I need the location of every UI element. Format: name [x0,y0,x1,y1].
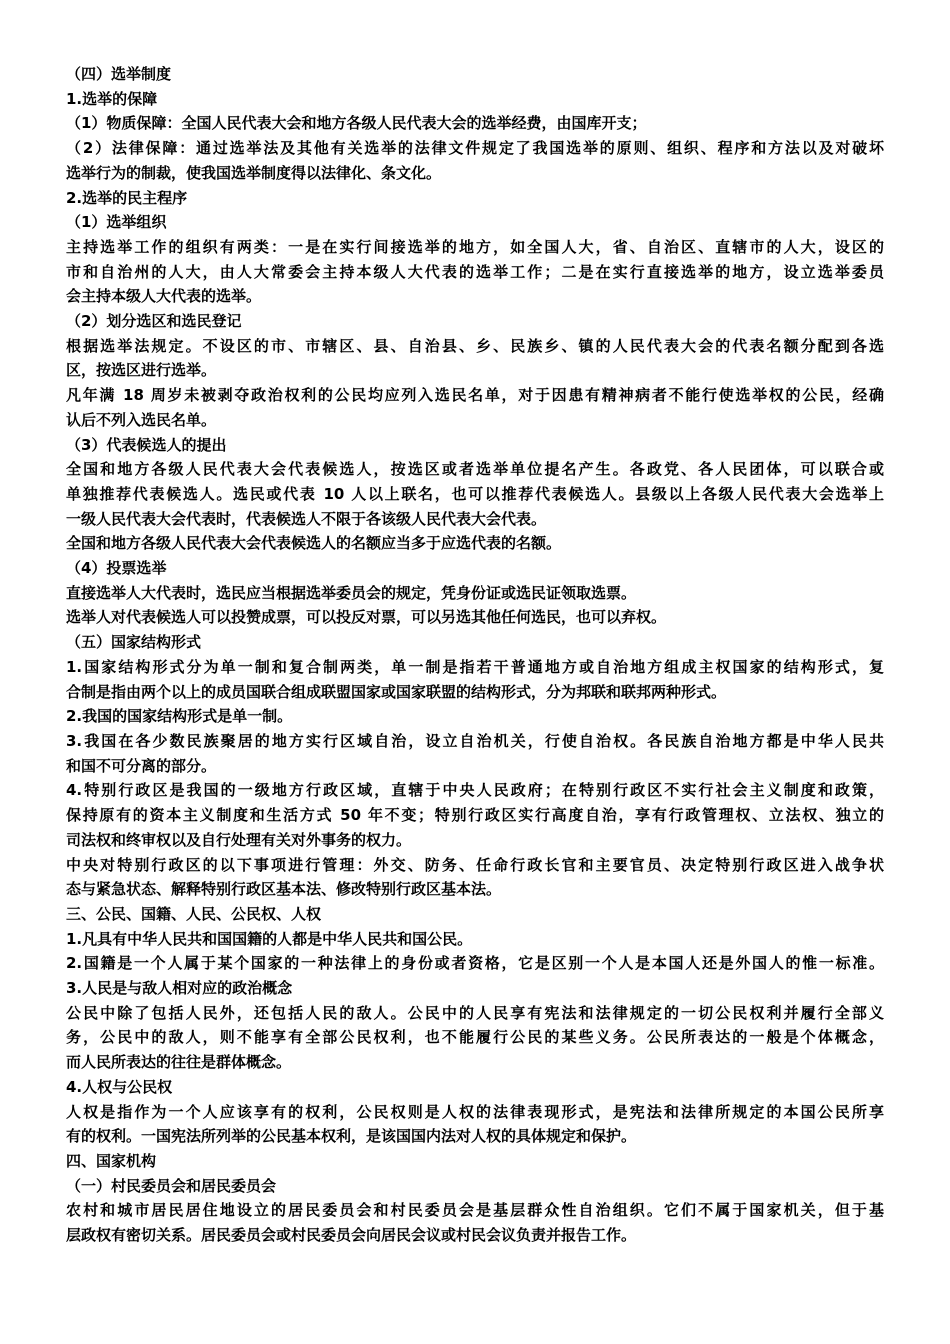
text-line: 人权是指作为一个人应该享有的权利，公民权则是人权的法律表现形式，是宪法和法律所规定的本国公民所享 [66,1102,884,1121]
text-line: 保持原有的资本主义制度和生活方式 50 年不变；特别行政区实行高度自治，享有行政管理权、立法权、独立的 [66,806,884,825]
text-line: （1）选举组织 [66,213,167,232]
text-line: 三、公民、国籍、人民、公民权、人权 [66,904,322,923]
text-line: 有的权利。一国宪法所列举的公民基本权利，是该国国内法对人权的具体规定和保护。 [66,1127,637,1146]
text-line: 直接选举人大代表时，选民应当根据选举委员会的规定，凭身份证或选民证领取选票。 [66,583,637,602]
text-line: 选举行为的制裁，使我国选举制度得以法律化、条文化。 [66,163,442,182]
text-line: 1.国家结构形式分为单一制和复合制两类，单一制是指若干普通地方或自治地方组成主权国家的结构形式，复 [66,657,884,676]
text-line: 根据选举法规定。不设区的市、市辖区、县、自治县、乡、民族乡、镇的人民代表大会的代表名额分配到各选 [66,336,884,355]
text-line: 2.我国的国家结构形式是单一制。 [66,707,293,726]
text-line: 农村和城市居民居住地设立的居民委员会和村民委员会是基层群众性自治组织。它们不属于国家机关，但于基 [66,1201,884,1220]
text-line: 态与紧急状态、解释特别行政区基本法、修改特别行政区基本法。 [66,880,502,899]
text-line: 全国和地方各级人民代表大会代表候选人的名额应当多于应选代表的名额。 [66,534,562,553]
text-line: 单独推荐代表候选人。选民或代表 10 人以上联名，也可以推荐代表候选人。县级以上各级人民代表大会选举上 [66,484,884,503]
text-line: （五）国家结构形式 [66,633,202,652]
text-line: 公民中除了包括人民外，还包括人民的敌人。公民中的人民享有宪法和法律规定的一切公民权利并履行全部义 [66,1003,884,1022]
text-line: 1.选举的保障 [66,89,158,108]
text-line: 中央对特别行政区的以下事项进行管理：外交、防务、任命行政长官和主要官员、决定特别行政区进入战争状 [66,855,884,874]
text-line: 凡年满 18 周岁未被剥夺政治权利的公民均应列入选民名单，对于因患有精神病者不能行使选举权的公民，经确 [66,386,884,405]
text-line: 市和自治州的人大，由人大常委会主持本级人大代表的选举工作；二是在实行直接选举的地方，设立选举委员 [66,262,884,281]
text-line: （1）物质保障：全国人民代表大会和地方各级人民代表大会的选举经费，由国库开支； [66,114,647,133]
text-line: 区，按选区进行选举。 [66,361,217,380]
text-line: 3.我国在各少数民族聚居的地方实行区域自治，设立自治机关，行使自治权。各民族自治地方都是中华人民共 [66,731,884,750]
text-line: 4.特别行政区是我国的一级地方行政区域，直辖于中央人民政府；在特别行政区不实行社会主义制度和政策， [66,781,884,800]
text-line: （2）法律保障：通过选举法及其他有关选举的法律文件规定了我国选举的原则、组织、程序和方法以及对破坏 [66,139,884,158]
text-line: 2.国籍是一个人属于某个国家的一种法律上的身份或者资格，它是区别一个人是本国人还是外国人的惟一标准。 [66,954,884,973]
text-line: 而人民所表达的往往是群体概念。 [66,1053,292,1072]
text-line: 1.凡具有中华人民共和国国籍的人都是中华人民共和国公民。 [66,929,473,948]
text-line: （一）村民委员会和居民委员会 [66,1176,277,1195]
text-line: 全国和地方各级人民代表大会代表候选人，按选区或者选举单位提名产生。各政党、各人民团体，可以联合或 [66,460,884,479]
text-line: 和国不可分离的部分。 [66,756,217,775]
text-line: 务，公民中的敌人，则不能享有全部公民权利，也不能履行公民的某些义务。公民所表达的一般是个体概念， [66,1028,884,1047]
text-line: （3）代表候选人的提出 [66,435,227,454]
text-line: 四、国家机构 [66,1151,157,1170]
text-line: 4.人权与公民权 [66,1077,173,1096]
text-line: 一级人民代表大会代表时，代表候选人不限于各该级人民代表大会代表。 [66,509,547,528]
text-line: 合制是指由两个以上的成员国联合组成联盟国家或国家联盟的结构形式，分为邦联和联邦两种形式。 [66,682,727,701]
text-line: 认后不列入选民名单。 [66,410,217,429]
text-line: 司法权和终审权以及自行处理有关对外事务的权力。 [66,830,412,849]
text-line: 层政权有密切关系。居民委员会或村民委员会向居民会议或村民会议负责并报告工作。 [66,1226,637,1245]
text-line: 会主持本级人大代表的选举。 [66,287,262,306]
text-line: （4）投票选举 [66,559,167,578]
text-line: 主持选举工作的组织有两类：一是在实行间接选举的地方，如全国人大，省、自治区、直辖市的人大，设区的 [66,237,884,256]
text-line: 选举人对代表候选人可以投赞成票，可以投反对票，可以另选其他任何选民，也可以弃权。 [66,608,667,627]
text-line: （2）划分选区和选民登记 [66,312,242,331]
text-line: 3.人民是与敌人相对应的政治概念 [66,979,293,998]
text-line: 2.选举的民主程序 [66,188,188,207]
text-line: （四）选举制度 [66,65,172,83]
